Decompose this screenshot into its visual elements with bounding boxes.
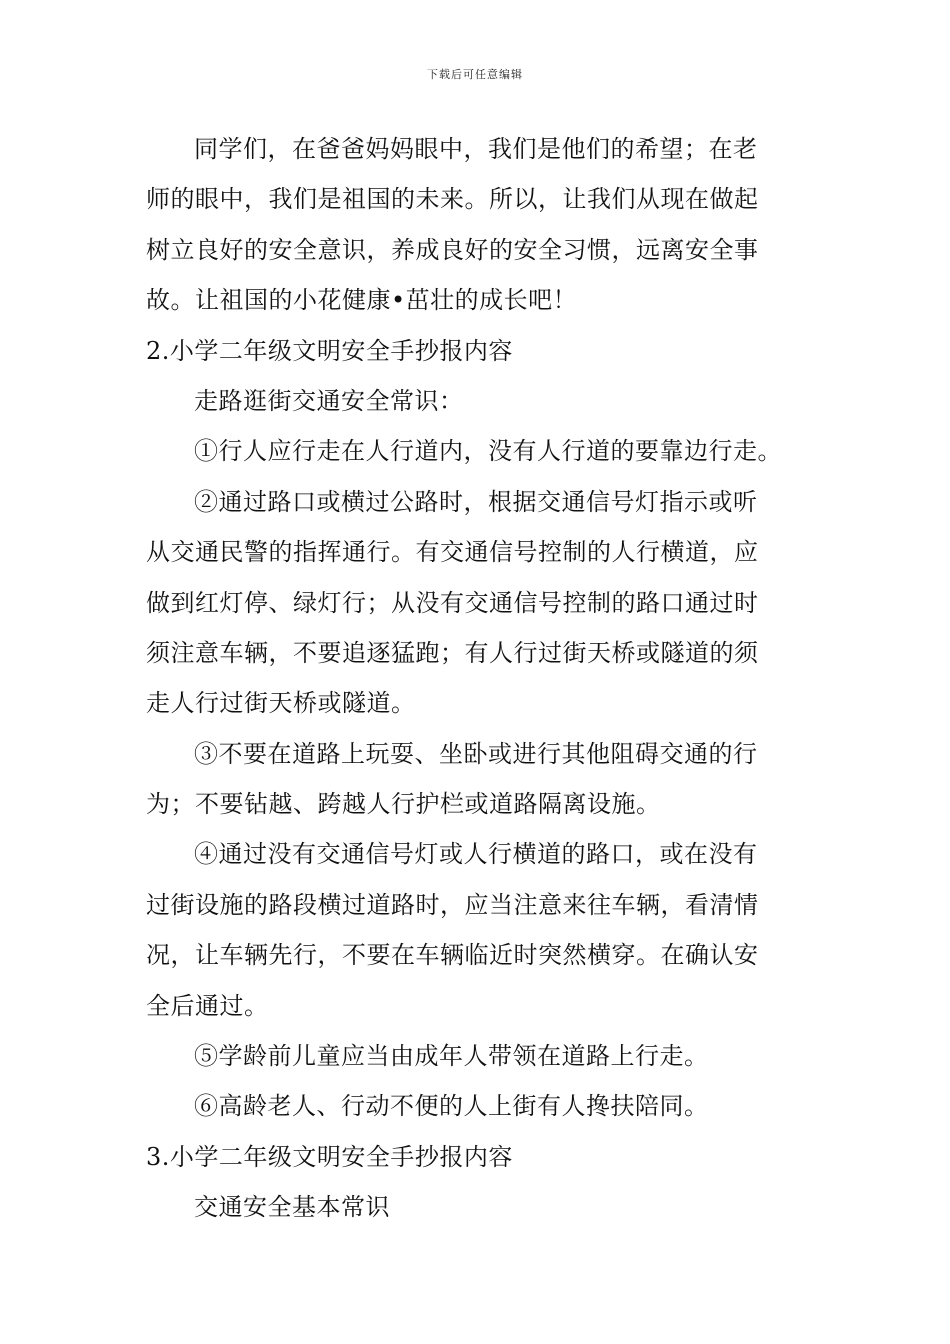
text-line: ⑥高龄老人、行动不便的人上街有人搀扶陪同。 [194,1092,709,1121]
text-line: 从交通民警的指挥通行。有交通信号控制的人行横道，应 [146,538,759,567]
subheading: 交通安全基本常识 [194,1193,390,1222]
subheading: 走路逛街交通安全常识： [194,386,464,415]
text-line: ③不要在道路上玩耍、坐卧或进行其他阻碍交通的行 [194,739,758,768]
text-line: 师的眼中，我们是祖国的未来。所以，让我们从现在做起 [146,185,759,214]
text-line: 故。让祖国的小花健康•茁壮的成长吧！ [146,286,578,315]
text-line: 过街设施的路段横过道路时，应当注意来往车辆，看清情 [146,890,759,919]
text-line: ⑤学龄前儿童应当由成年人带领在道路上行走。 [194,1042,709,1071]
text-line: 须注意车辆，不要追逐猛跑；有人行过街天桥或隧道的须 [146,638,759,667]
text-line: 为；不要钻越、跨越人行护栏或道路隔离设施。 [146,790,661,819]
text-line: ④通过没有交通信号灯或人行横道的路口，或在没有 [194,840,758,869]
text-line: 全后通过。 [146,991,269,1020]
text-line: 况，让车辆先行，不要在车辆临近时突然横穿。在确认安 [146,941,759,970]
document-body [146,124,806,1233]
header-note: 下载后可任意编辑 [427,68,523,81]
text-line: 做到红灯停、绿灯行；从没有交通信号控制的路口通过时 [146,588,759,617]
text-line: ①行人应行走在人行道内，没有人行道的要靠边行走。 [194,437,782,466]
text-line: ②通过路口或横过公路时，根据交通信号灯指示或听 [194,487,758,516]
section-heading: 2.小学二年级文明安全手抄报内容 [146,336,513,365]
section-heading: 3.小学二年级文明安全手抄报内容 [146,1142,513,1171]
text-line: 走人行过街天桥或隧道。 [146,689,416,718]
text-line: 同学们，在爸爸妈妈眼中，我们是他们的希望；在老 [194,135,758,163]
text-line: 树立良好的安全意识，养成良好的安全习惯，远离安全事 [146,235,759,264]
